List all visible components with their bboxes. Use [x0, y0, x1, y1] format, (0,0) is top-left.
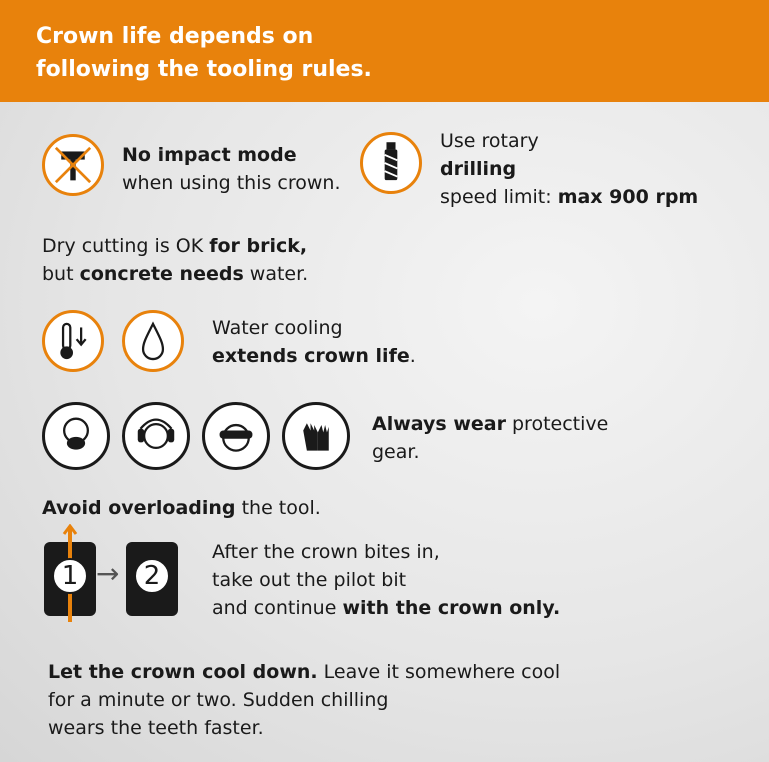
- banner-line-2: following the tooling rules.: [36, 57, 372, 82]
- step-1-label: 1: [61, 561, 79, 591]
- header-banner: [0, 0, 769, 102]
- ear-protection-icon: [122, 402, 190, 470]
- drill-bit-icon: [360, 132, 422, 194]
- drilling-mode-text: Use rotary drilling speed limit: max 900 rpm: [440, 130, 699, 208]
- cooldown-text: Let the crown cool down. Leave it somewhere cool for a minute or two. Sudden chilling wears the teeth faster.: [48, 661, 561, 739]
- banner-line-1: Crown life depends on: [36, 24, 314, 49]
- ppe-text: Always wear protective gear.: [372, 413, 609, 463]
- gloves-icon: [282, 402, 350, 470]
- cooling-text: Dry cutting is OK for brick, but concrete needs water.: [42, 235, 309, 285]
- water-drop-icon: [122, 310, 184, 372]
- arrow-icon: →: [96, 557, 120, 590]
- thermometer-icon: [42, 310, 104, 372]
- no-hammer-icon: [42, 134, 104, 196]
- crown-without-pilot-icon: [122, 530, 182, 624]
- steps-text: After the crown bites in, take out the pilot bit and continue with the crown only.: [212, 541, 561, 619]
- no-impact-text: No impact mode when using this crown.: [122, 144, 341, 194]
- step-2-label: 2: [143, 561, 161, 591]
- overload-text: Avoid overloading the tool.: [42, 497, 321, 519]
- pilot-drill-crown-icon: [40, 524, 100, 624]
- respirator-icon: [42, 402, 110, 470]
- water-cooling-text: Water cooling extends crown life.: [212, 317, 416, 367]
- goggles-icon: [202, 402, 270, 470]
